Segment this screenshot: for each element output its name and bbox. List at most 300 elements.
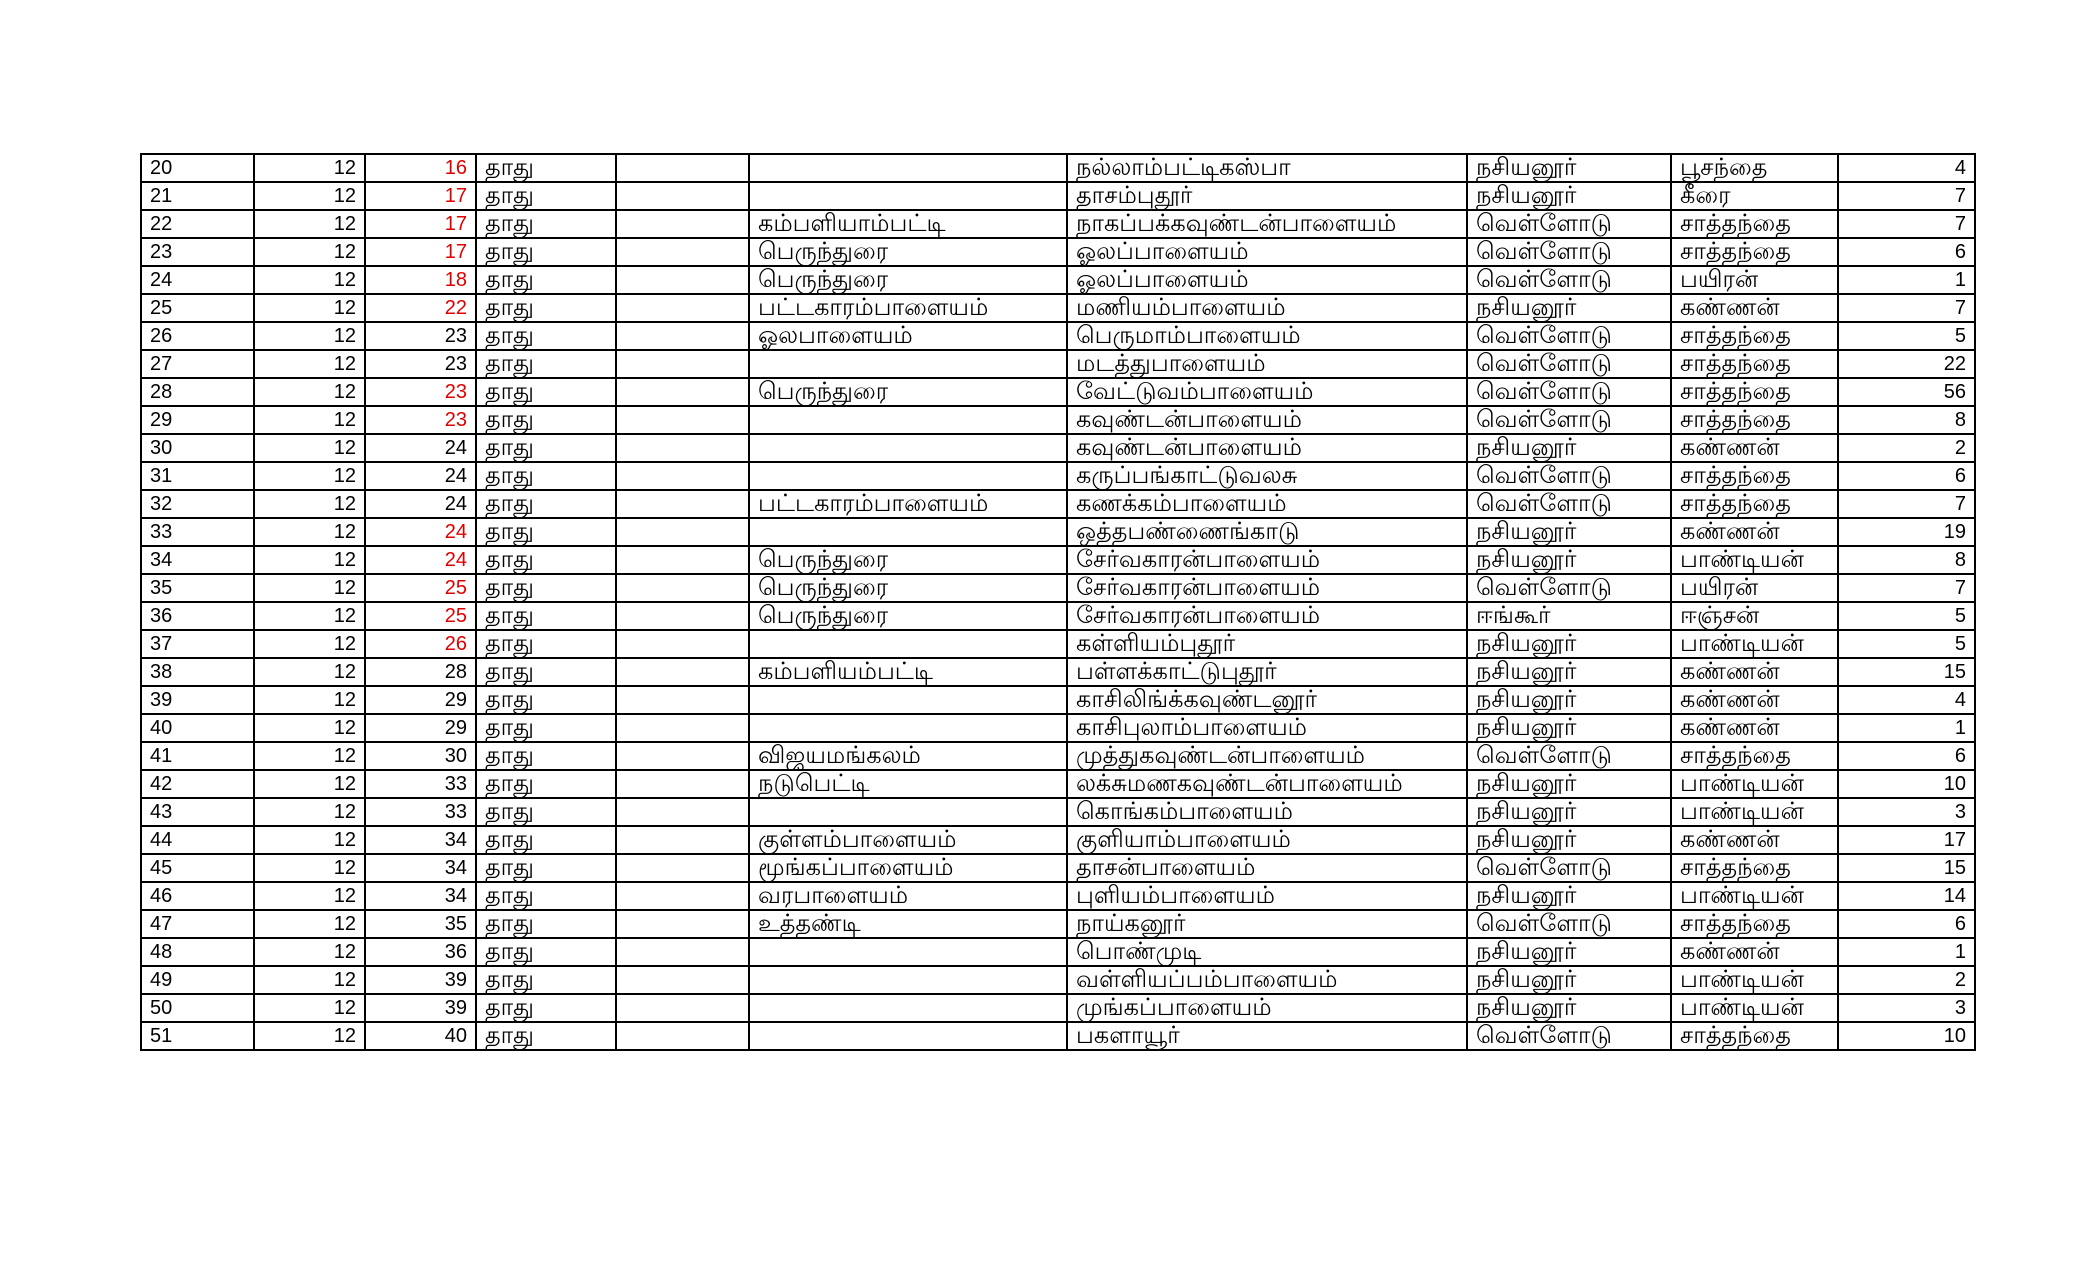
- area-cell[interactable]: [749, 994, 1067, 1022]
- type-cell[interactable]: தாது: [476, 714, 616, 742]
- village-cell[interactable]: தாசம்புதூர்: [1067, 182, 1467, 210]
- type-cell[interactable]: தாது: [476, 322, 616, 350]
- town-cell[interactable]: நசியனூர்: [1467, 798, 1671, 826]
- empty-cell[interactable]: [616, 294, 749, 322]
- month-cell[interactable]: 12: [254, 434, 365, 462]
- count-cell[interactable]: 5: [1838, 322, 1975, 350]
- empty-cell[interactable]: [616, 882, 749, 910]
- type-cell[interactable]: தாது: [476, 294, 616, 322]
- serial-cell[interactable]: 35: [141, 574, 254, 602]
- day-cell[interactable]: 23: [365, 350, 476, 378]
- empty-cell[interactable]: [616, 966, 749, 994]
- village-cell[interactable]: சேர்வகாரன்பாளையம்: [1067, 602, 1467, 630]
- day-cell[interactable]: 24: [365, 462, 476, 490]
- town-cell[interactable]: வெள்ளோடு: [1467, 210, 1671, 238]
- type-cell[interactable]: தாது: [476, 462, 616, 490]
- day-cell[interactable]: 22: [365, 294, 476, 322]
- type-cell[interactable]: தாது: [476, 798, 616, 826]
- day-cell[interactable]: 18: [365, 266, 476, 294]
- month-cell[interactable]: 12: [254, 378, 365, 406]
- lineage-cell[interactable]: பாண்டியன்: [1671, 770, 1838, 798]
- town-cell[interactable]: நசியனூர்: [1467, 182, 1671, 210]
- empty-cell[interactable]: [616, 518, 749, 546]
- town-cell[interactable]: நசியனூர்: [1467, 714, 1671, 742]
- month-cell[interactable]: 12: [254, 882, 365, 910]
- area-cell[interactable]: விஜயமங்கலம்: [749, 742, 1067, 770]
- type-cell[interactable]: தாது: [476, 826, 616, 854]
- town-cell[interactable]: வெள்ளோடு: [1467, 378, 1671, 406]
- town-cell[interactable]: நசியனூர்: [1467, 434, 1671, 462]
- count-cell[interactable]: 7: [1838, 490, 1975, 518]
- day-cell[interactable]: 39: [365, 966, 476, 994]
- town-cell[interactable]: நசியனூர்: [1467, 518, 1671, 546]
- lineage-cell[interactable]: சாத்தந்தை: [1671, 462, 1838, 490]
- lineage-cell[interactable]: கண்ணன்: [1671, 518, 1838, 546]
- month-cell[interactable]: 12: [254, 322, 365, 350]
- town-cell[interactable]: நசியனூர்: [1467, 630, 1671, 658]
- serial-cell[interactable]: 45: [141, 854, 254, 882]
- month-cell[interactable]: 12: [254, 518, 365, 546]
- serial-cell[interactable]: 32: [141, 490, 254, 518]
- day-cell[interactable]: 24: [365, 518, 476, 546]
- month-cell[interactable]: 12: [254, 182, 365, 210]
- month-cell[interactable]: 12: [254, 938, 365, 966]
- day-cell[interactable]: 16: [365, 154, 476, 182]
- area-cell[interactable]: [749, 434, 1067, 462]
- serial-cell[interactable]: 47: [141, 910, 254, 938]
- serial-cell[interactable]: 49: [141, 966, 254, 994]
- area-cell[interactable]: நடுபெட்டி: [749, 770, 1067, 798]
- lineage-cell[interactable]: சாத்தந்தை: [1671, 1022, 1838, 1050]
- month-cell[interactable]: 12: [254, 714, 365, 742]
- serial-cell[interactable]: 38: [141, 658, 254, 686]
- count-cell[interactable]: 14: [1838, 882, 1975, 910]
- empty-cell[interactable]: [616, 910, 749, 938]
- day-cell[interactable]: 25: [365, 602, 476, 630]
- area-cell[interactable]: ஓலபாளையம்: [749, 322, 1067, 350]
- month-cell[interactable]: 12: [254, 686, 365, 714]
- count-cell[interactable]: 4: [1838, 154, 1975, 182]
- town-cell[interactable]: வெள்ளோடு: [1467, 574, 1671, 602]
- serial-cell[interactable]: 22: [141, 210, 254, 238]
- empty-cell[interactable]: [616, 210, 749, 238]
- count-cell[interactable]: 1: [1838, 938, 1975, 966]
- type-cell[interactable]: தாது: [476, 238, 616, 266]
- village-cell[interactable]: தாசன்பாளையம்: [1067, 854, 1467, 882]
- count-cell[interactable]: 6: [1838, 462, 1975, 490]
- village-cell[interactable]: கள்ளியம்புதூர்: [1067, 630, 1467, 658]
- type-cell[interactable]: தாது: [476, 154, 616, 182]
- village-cell[interactable]: வேட்டுவம்பாளையம்: [1067, 378, 1467, 406]
- area-cell[interactable]: [749, 518, 1067, 546]
- town-cell[interactable]: வெள்ளோடு: [1467, 322, 1671, 350]
- day-cell[interactable]: 24: [365, 434, 476, 462]
- village-cell[interactable]: கவுண்டன்பாளையம்: [1067, 406, 1467, 434]
- count-cell[interactable]: 6: [1838, 238, 1975, 266]
- area-cell[interactable]: [749, 154, 1067, 182]
- serial-cell[interactable]: 28: [141, 378, 254, 406]
- empty-cell[interactable]: [616, 1022, 749, 1050]
- lineage-cell[interactable]: பாண்டியன்: [1671, 966, 1838, 994]
- day-cell[interactable]: 24: [365, 546, 476, 574]
- type-cell[interactable]: தாது: [476, 266, 616, 294]
- lineage-cell[interactable]: சாத்தந்தை: [1671, 406, 1838, 434]
- town-cell[interactable]: நசியனூர்: [1467, 658, 1671, 686]
- town-cell[interactable]: வெள்ளோடு: [1467, 238, 1671, 266]
- area-cell[interactable]: வரபாளையம்: [749, 882, 1067, 910]
- serial-cell[interactable]: 21: [141, 182, 254, 210]
- day-cell[interactable]: 35: [365, 910, 476, 938]
- empty-cell[interactable]: [616, 658, 749, 686]
- empty-cell[interactable]: [616, 350, 749, 378]
- day-cell[interactable]: 34: [365, 882, 476, 910]
- lineage-cell[interactable]: சாத்தந்தை: [1671, 854, 1838, 882]
- lineage-cell[interactable]: சாத்தந்தை: [1671, 210, 1838, 238]
- month-cell[interactable]: 12: [254, 210, 365, 238]
- town-cell[interactable]: நசியனூர்: [1467, 686, 1671, 714]
- empty-cell[interactable]: [616, 854, 749, 882]
- area-cell[interactable]: [749, 462, 1067, 490]
- town-cell[interactable]: நசியனூர்: [1467, 154, 1671, 182]
- empty-cell[interactable]: [616, 770, 749, 798]
- village-cell[interactable]: லக்சுமணகவுண்டன்பாளையம்: [1067, 770, 1467, 798]
- serial-cell[interactable]: 27: [141, 350, 254, 378]
- day-cell[interactable]: 23: [365, 322, 476, 350]
- empty-cell[interactable]: [616, 182, 749, 210]
- village-cell[interactable]: பெருமாம்பாளையம்: [1067, 322, 1467, 350]
- lineage-cell[interactable]: பயிரன்: [1671, 266, 1838, 294]
- count-cell[interactable]: 7: [1838, 210, 1975, 238]
- empty-cell[interactable]: [616, 938, 749, 966]
- area-cell[interactable]: கம்பளியம்பட்டி: [749, 658, 1067, 686]
- empty-cell[interactable]: [616, 322, 749, 350]
- day-cell[interactable]: 28: [365, 658, 476, 686]
- empty-cell[interactable]: [616, 826, 749, 854]
- type-cell[interactable]: தாது: [476, 742, 616, 770]
- town-cell[interactable]: நசியனூர்: [1467, 826, 1671, 854]
- empty-cell[interactable]: [616, 742, 749, 770]
- month-cell[interactable]: 12: [254, 742, 365, 770]
- month-cell[interactable]: 12: [254, 798, 365, 826]
- lineage-cell[interactable]: சாத்தந்தை: [1671, 238, 1838, 266]
- count-cell[interactable]: 5: [1838, 602, 1975, 630]
- count-cell[interactable]: 3: [1838, 994, 1975, 1022]
- month-cell[interactable]: 12: [254, 602, 365, 630]
- type-cell[interactable]: தாது: [476, 602, 616, 630]
- day-cell[interactable]: 40: [365, 1022, 476, 1050]
- area-cell[interactable]: [749, 350, 1067, 378]
- count-cell[interactable]: 2: [1838, 434, 1975, 462]
- lineage-cell[interactable]: சாத்தந்தை: [1671, 350, 1838, 378]
- count-cell[interactable]: 6: [1838, 910, 1975, 938]
- village-cell[interactable]: சேர்வகாரன்பாளையம்: [1067, 546, 1467, 574]
- month-cell[interactable]: 12: [254, 406, 365, 434]
- serial-cell[interactable]: 46: [141, 882, 254, 910]
- town-cell[interactable]: வெள்ளோடு: [1467, 854, 1671, 882]
- serial-cell[interactable]: 33: [141, 518, 254, 546]
- serial-cell[interactable]: 26: [141, 322, 254, 350]
- month-cell[interactable]: 12: [254, 266, 365, 294]
- type-cell[interactable]: தாது: [476, 686, 616, 714]
- empty-cell[interactable]: [616, 462, 749, 490]
- area-cell[interactable]: குள்ளம்பாளையம்: [749, 826, 1067, 854]
- type-cell[interactable]: தாது: [476, 966, 616, 994]
- empty-cell[interactable]: [616, 714, 749, 742]
- town-cell[interactable]: வெள்ளோடு: [1467, 462, 1671, 490]
- count-cell[interactable]: 1: [1838, 266, 1975, 294]
- village-cell[interactable]: சேர்வகாரன்பாளையம்: [1067, 574, 1467, 602]
- lineage-cell[interactable]: பாண்டியன்: [1671, 630, 1838, 658]
- day-cell[interactable]: 17: [365, 238, 476, 266]
- month-cell[interactable]: 12: [254, 770, 365, 798]
- type-cell[interactable]: தாது: [476, 630, 616, 658]
- lineage-cell[interactable]: ஈஞ்சன்: [1671, 602, 1838, 630]
- lineage-cell[interactable]: பாண்டியன்: [1671, 798, 1838, 826]
- village-cell[interactable]: காசிபுலாம்பாளையம்: [1067, 714, 1467, 742]
- village-cell[interactable]: நல்லாம்பட்டிகஸ்பா: [1067, 154, 1467, 182]
- type-cell[interactable]: தாது: [476, 378, 616, 406]
- village-cell[interactable]: கருப்பங்காட்டுவலசு: [1067, 462, 1467, 490]
- village-cell[interactable]: குளியாம்பாளையம்: [1067, 826, 1467, 854]
- area-cell[interactable]: பெருந்துரை: [749, 602, 1067, 630]
- month-cell[interactable]: 12: [254, 1022, 365, 1050]
- type-cell[interactable]: தாது: [476, 994, 616, 1022]
- area-cell[interactable]: பெருந்துரை: [749, 574, 1067, 602]
- empty-cell[interactable]: [616, 490, 749, 518]
- count-cell[interactable]: 3: [1838, 798, 1975, 826]
- lineage-cell[interactable]: சாத்தந்தை: [1671, 322, 1838, 350]
- count-cell[interactable]: 10: [1838, 1022, 1975, 1050]
- type-cell[interactable]: தாது: [476, 490, 616, 518]
- village-cell[interactable]: வள்ளியப்பம்பாளையம்: [1067, 966, 1467, 994]
- empty-cell[interactable]: [616, 378, 749, 406]
- type-cell[interactable]: தாது: [476, 910, 616, 938]
- area-cell[interactable]: பட்டகாரம்பாளையம்: [749, 294, 1067, 322]
- month-cell[interactable]: 12: [254, 546, 365, 574]
- area-cell[interactable]: உத்தண்டி: [749, 910, 1067, 938]
- day-cell[interactable]: 30: [365, 742, 476, 770]
- village-cell[interactable]: மடத்துபாளையம்: [1067, 350, 1467, 378]
- town-cell[interactable]: நசியனூர்: [1467, 966, 1671, 994]
- lineage-cell[interactable]: கண்ணன்: [1671, 686, 1838, 714]
- count-cell[interactable]: 1: [1838, 714, 1975, 742]
- lineage-cell[interactable]: கண்ணன்: [1671, 826, 1838, 854]
- count-cell[interactable]: 7: [1838, 294, 1975, 322]
- area-cell[interactable]: [749, 966, 1067, 994]
- empty-cell[interactable]: [616, 686, 749, 714]
- area-cell[interactable]: [749, 406, 1067, 434]
- lineage-cell[interactable]: கண்ணன்: [1671, 938, 1838, 966]
- area-cell[interactable]: பெருந்துரை: [749, 238, 1067, 266]
- area-cell[interactable]: [749, 798, 1067, 826]
- area-cell[interactable]: [749, 182, 1067, 210]
- lineage-cell[interactable]: சாத்தந்தை: [1671, 742, 1838, 770]
- town-cell[interactable]: வெள்ளோடு: [1467, 742, 1671, 770]
- day-cell[interactable]: 23: [365, 378, 476, 406]
- serial-cell[interactable]: 30: [141, 434, 254, 462]
- village-cell[interactable]: பள்ளக்காட்டுபுதூர்: [1067, 658, 1467, 686]
- type-cell[interactable]: தாது: [476, 882, 616, 910]
- village-cell[interactable]: ஓலப்பாளையம்: [1067, 238, 1467, 266]
- count-cell[interactable]: 8: [1838, 406, 1975, 434]
- month-cell[interactable]: 12: [254, 630, 365, 658]
- serial-cell[interactable]: 23: [141, 238, 254, 266]
- village-cell[interactable]: புளியம்பாளையம்: [1067, 882, 1467, 910]
- town-cell[interactable]: நசியனூர்: [1467, 770, 1671, 798]
- type-cell[interactable]: தாது: [476, 658, 616, 686]
- type-cell[interactable]: தாது: [476, 406, 616, 434]
- town-cell[interactable]: ஈங்கூர்: [1467, 602, 1671, 630]
- type-cell[interactable]: தாது: [476, 518, 616, 546]
- type-cell[interactable]: தாது: [476, 350, 616, 378]
- town-cell[interactable]: நசியனூர்: [1467, 294, 1671, 322]
- count-cell[interactable]: 56: [1838, 378, 1975, 406]
- village-cell[interactable]: கவுண்டன்பாளையம்: [1067, 434, 1467, 462]
- count-cell[interactable]: 8: [1838, 546, 1975, 574]
- area-cell[interactable]: பெருந்துரை: [749, 546, 1067, 574]
- count-cell[interactable]: 7: [1838, 574, 1975, 602]
- empty-cell[interactable]: [616, 602, 749, 630]
- month-cell[interactable]: 12: [254, 490, 365, 518]
- month-cell[interactable]: 12: [254, 154, 365, 182]
- area-cell[interactable]: கம்பளியாம்பட்டி: [749, 210, 1067, 238]
- serial-cell[interactable]: 29: [141, 406, 254, 434]
- serial-cell[interactable]: 24: [141, 266, 254, 294]
- count-cell[interactable]: 22: [1838, 350, 1975, 378]
- lineage-cell[interactable]: கண்ணன்: [1671, 658, 1838, 686]
- empty-cell[interactable]: [616, 154, 749, 182]
- lineage-cell[interactable]: சாத்தந்தை: [1671, 378, 1838, 406]
- count-cell[interactable]: 4: [1838, 686, 1975, 714]
- empty-cell[interactable]: [616, 574, 749, 602]
- lineage-cell[interactable]: பயிரன்: [1671, 574, 1838, 602]
- count-cell[interactable]: 15: [1838, 658, 1975, 686]
- empty-cell[interactable]: [616, 630, 749, 658]
- village-cell[interactable]: பகளாயூர்: [1067, 1022, 1467, 1050]
- empty-cell[interactable]: [616, 406, 749, 434]
- day-cell[interactable]: 17: [365, 210, 476, 238]
- village-cell[interactable]: ஓலப்பாளையம்: [1067, 266, 1467, 294]
- lineage-cell[interactable]: சாத்தந்தை: [1671, 910, 1838, 938]
- lineage-cell[interactable]: கீரை: [1671, 182, 1838, 210]
- count-cell[interactable]: 2: [1838, 966, 1975, 994]
- village-cell[interactable]: கொங்கம்பாளையம்: [1067, 798, 1467, 826]
- month-cell[interactable]: 12: [254, 350, 365, 378]
- town-cell[interactable]: வெள்ளோடு: [1467, 350, 1671, 378]
- area-cell[interactable]: [749, 938, 1067, 966]
- serial-cell[interactable]: 37: [141, 630, 254, 658]
- empty-cell[interactable]: [616, 994, 749, 1022]
- area-cell[interactable]: [749, 630, 1067, 658]
- village-cell[interactable]: மணியம்பாளையம்: [1067, 294, 1467, 322]
- town-cell[interactable]: வெள்ளோடு: [1467, 910, 1671, 938]
- type-cell[interactable]: தாது: [476, 1022, 616, 1050]
- village-cell[interactable]: கணக்கம்பாளையம்: [1067, 490, 1467, 518]
- count-cell[interactable]: 10: [1838, 770, 1975, 798]
- lineage-cell[interactable]: பாண்டியன்: [1671, 882, 1838, 910]
- serial-cell[interactable]: 25: [141, 294, 254, 322]
- day-cell[interactable]: 33: [365, 798, 476, 826]
- empty-cell[interactable]: [616, 434, 749, 462]
- count-cell[interactable]: 15: [1838, 854, 1975, 882]
- serial-cell[interactable]: 39: [141, 686, 254, 714]
- day-cell[interactable]: 17: [365, 182, 476, 210]
- month-cell[interactable]: 12: [254, 238, 365, 266]
- count-cell[interactable]: 5: [1838, 630, 1975, 658]
- town-cell[interactable]: நசியனூர்: [1467, 938, 1671, 966]
- type-cell[interactable]: தாது: [476, 938, 616, 966]
- day-cell[interactable]: 26: [365, 630, 476, 658]
- day-cell[interactable]: 23: [365, 406, 476, 434]
- day-cell[interactable]: 24: [365, 490, 476, 518]
- day-cell[interactable]: 33: [365, 770, 476, 798]
- serial-cell[interactable]: 44: [141, 826, 254, 854]
- empty-cell[interactable]: [616, 238, 749, 266]
- serial-cell[interactable]: 43: [141, 798, 254, 826]
- area-cell[interactable]: [749, 714, 1067, 742]
- serial-cell[interactable]: 34: [141, 546, 254, 574]
- lineage-cell[interactable]: கண்ணன்: [1671, 294, 1838, 322]
- town-cell[interactable]: நசியனூர்: [1467, 994, 1671, 1022]
- lineage-cell[interactable]: கண்ணன்: [1671, 434, 1838, 462]
- town-cell[interactable]: வெள்ளோடு: [1467, 490, 1671, 518]
- town-cell[interactable]: வெள்ளோடு: [1467, 266, 1671, 294]
- town-cell[interactable]: வெள்ளோடு: [1467, 406, 1671, 434]
- empty-cell[interactable]: [616, 546, 749, 574]
- type-cell[interactable]: தாது: [476, 434, 616, 462]
- month-cell[interactable]: 12: [254, 966, 365, 994]
- count-cell[interactable]: 17: [1838, 826, 1975, 854]
- lineage-cell[interactable]: கண்ணன்: [1671, 714, 1838, 742]
- town-cell[interactable]: வெள்ளோடு: [1467, 1022, 1671, 1050]
- village-cell[interactable]: பொண்முடி: [1067, 938, 1467, 966]
- count-cell[interactable]: 6: [1838, 742, 1975, 770]
- serial-cell[interactable]: 41: [141, 742, 254, 770]
- empty-cell[interactable]: [616, 266, 749, 294]
- type-cell[interactable]: தாது: [476, 854, 616, 882]
- area-cell[interactable]: [749, 1022, 1067, 1050]
- lineage-cell[interactable]: பாண்டியன்: [1671, 546, 1838, 574]
- type-cell[interactable]: தாது: [476, 182, 616, 210]
- month-cell[interactable]: 12: [254, 910, 365, 938]
- type-cell[interactable]: தாது: [476, 574, 616, 602]
- village-cell[interactable]: நாய்கனூர்: [1067, 910, 1467, 938]
- lineage-cell[interactable]: பூசந்தை: [1671, 154, 1838, 182]
- area-cell[interactable]: [749, 686, 1067, 714]
- month-cell[interactable]: 12: [254, 826, 365, 854]
- serial-cell[interactable]: 40: [141, 714, 254, 742]
- day-cell[interactable]: 36: [365, 938, 476, 966]
- serial-cell[interactable]: 51: [141, 1022, 254, 1050]
- lineage-cell[interactable]: பாண்டியன்: [1671, 994, 1838, 1022]
- day-cell[interactable]: 34: [365, 826, 476, 854]
- area-cell[interactable]: பெருந்துரை: [749, 266, 1067, 294]
- serial-cell[interactable]: 42: [141, 770, 254, 798]
- month-cell[interactable]: 12: [254, 994, 365, 1022]
- village-cell[interactable]: முங்கப்பாளையம்: [1067, 994, 1467, 1022]
- town-cell[interactable]: நசியனூர்: [1467, 882, 1671, 910]
- lineage-cell[interactable]: சாத்தந்தை: [1671, 490, 1838, 518]
- serial-cell[interactable]: 50: [141, 994, 254, 1022]
- village-cell[interactable]: நாகப்பக்கவுண்டன்பாளையம்: [1067, 210, 1467, 238]
- village-cell[interactable]: முத்துகவுண்டன்பாளையம்: [1067, 742, 1467, 770]
- type-cell[interactable]: தாது: [476, 210, 616, 238]
- type-cell[interactable]: தாது: [476, 546, 616, 574]
- day-cell[interactable]: 29: [365, 714, 476, 742]
- empty-cell[interactable]: [616, 798, 749, 826]
- type-cell[interactable]: தாது: [476, 770, 616, 798]
- serial-cell[interactable]: 36: [141, 602, 254, 630]
